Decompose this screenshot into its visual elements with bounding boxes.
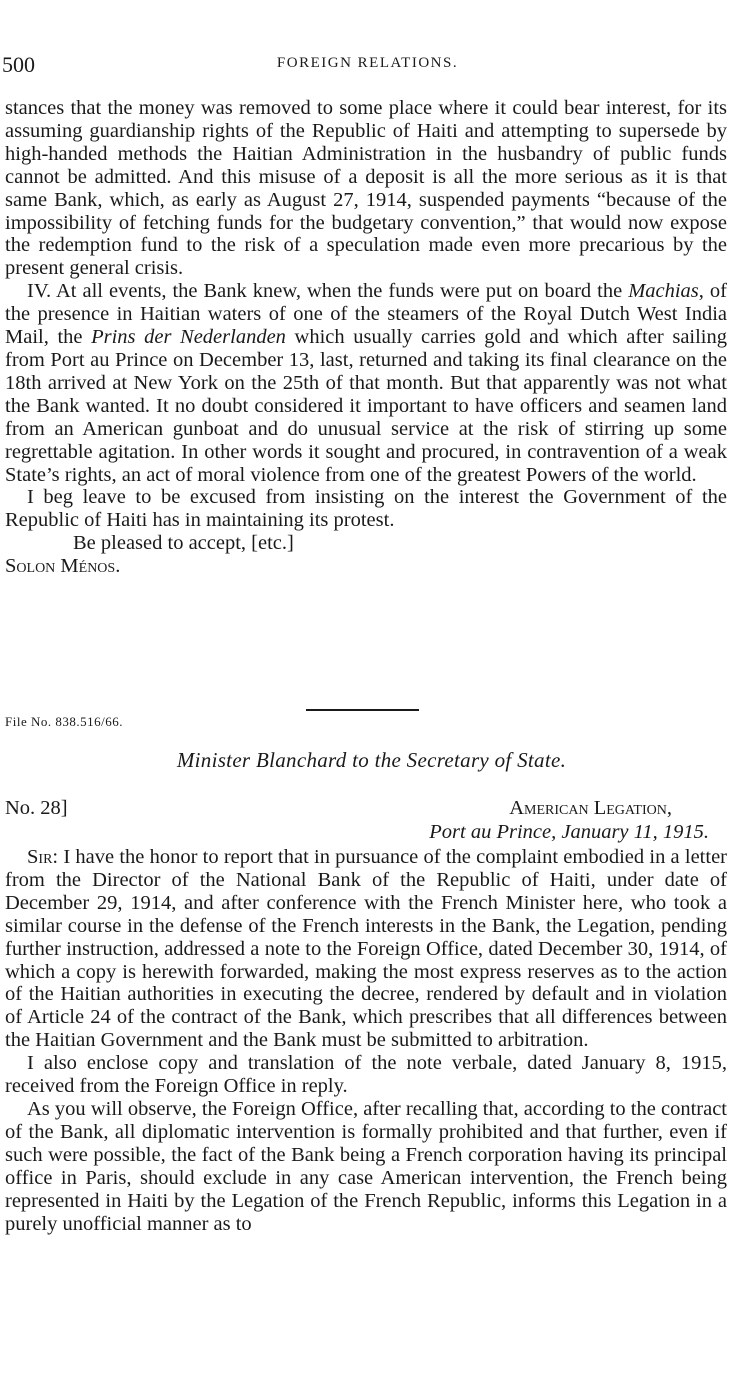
letter-paragraph-3: I beg leave to be excused from insisting on the interest the Government of the Republic of Haiti has in maintaining its protest. (5, 486, 727, 532)
ship-name-machias: Machias (628, 280, 699, 303)
page-number: 500 (2, 52, 35, 77)
document-title: Minister Blanchard to the Secretary of State. (176, 748, 567, 772)
memo-number: No. 28] (5, 797, 68, 819)
letter-paragraph-1: stances that the money was removed to some place where it could bear interest, for its assuming guardianship rights of the Republic of Haiti and attempting to supersede by high-handed methods the Haitian Administration in the husbandry of public funds cannot be admitted. And this misuse of a deposit is all the more serious as it is that same Bank, which, as early as August 27, 1914, suspended payments “because of the impossibility of fetching funds for the budgetary convention,” that would now expose the redemption fund to the risk of a speculation made even more precarious by the present general crisis. (5, 97, 727, 280)
running-head: FOREIGN RELATIONS. (276, 55, 459, 71)
memo-paragraph-3: As you will observe, the Foreign Office, after recalling that, according to the contract of the Bank, all diplomatic intervention is formally prohibited and that further, even if such were possible, the fact of the Bank being a French corporation having its principal office in Paris, should exclude in any case American intervention, the French being represented in Haiti by the Legation of the French Republic, informs this Legation in a purely unofficial manner as to (5, 1097, 727, 1235)
letter-closing: Be pleased to accept, [etc.] (73, 532, 294, 555)
legation-name: American Legation, (509, 797, 672, 819)
letter-continuation (5, 97, 727, 578)
ship-name-prins-der-nederlanden: Prins der Nederlanden (91, 326, 286, 349)
memo-paragraph-1: Sir: I have the honor to report that in pursuance of the complaint embodied in a letter from the Director of the National Bank of the Republic of Haiti, under date of December 29, 1914, and after conference with the French Minister here, who took a similar course in the defense of the French interests in the Bank, the Legation, pending further instruction, addressed a note to the Foreign Office, dated December 30, 1914, of which a copy is herewith forwarded, making the most express reserves as to the action of the Haitian authorities in executing the decree, rendered by default and in violation of Article 24 of the contract of the Bank, which prescribes that all differences between the Haitian Government and the Bank must be submitted to arbitration. (5, 846, 727, 1052)
section-divider (306, 709, 419, 711)
salutation: Sir: (27, 846, 59, 868)
letter-signature: Solon Ménos. (5, 555, 121, 578)
letter-paragraph-2: IV. At all events, the Bank knew, when the funds were put on board the Machias, of the presence in Haitian waters of one of the steamers of the Royal Dutch West India Mail, the Prins der Nederlanden which usually carries gold and which after sailing from Port au Prince on December 13, last, returned and taking its final clearance on the 18th arrived at New York on the 25th of that month. But that apparently was not what the Bank wanted. It no doubt considered it important to have officers and seamen land from an American gunboat and do unusual service at the risk of stirring up some regrettable agitation. In other words it sought and procured, in contravention of a weak State’s rights, an act of moral violence from one of the greatest Powers of the world. (5, 280, 728, 486)
place-date: Port au Prince, January 11, 1915. (429, 821, 709, 843)
page-header (0, 52, 735, 82)
memo-paragraph-2: I also enclose copy and translation of the note verbale, dated January 8, 1915, received from the Foreign Office in reply. (5, 1052, 727, 1098)
memo-body (5, 846, 727, 1235)
file-number: File No. 838.516/66. (5, 714, 123, 729)
